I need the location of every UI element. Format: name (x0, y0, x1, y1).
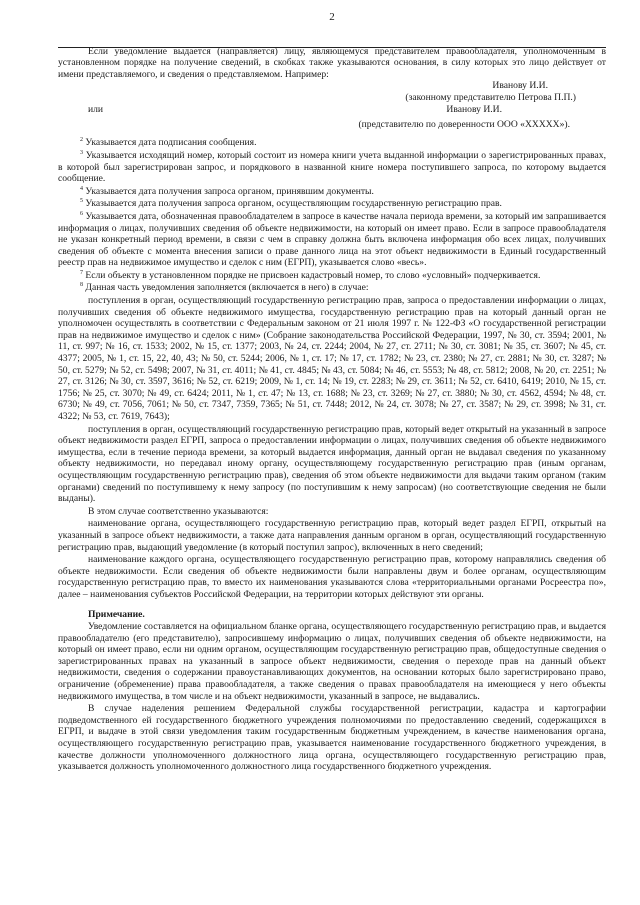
footnote-text: Указывается дата подписания сообщения. (85, 137, 257, 149)
footnote-number: 6 (80, 210, 83, 217)
example-or: или (88, 103, 104, 115)
case-paragraph: поступления в орган, осуществляющий государственную регистрацию прав, запроса о предоставлении информации о лицах, получивших сведения об объекте недвижимого имущества, государственную регистрацию прав на который данный орган не уполномочен осуществлять в соответствии с Федеральным законом от 21 июля 1997 г. № 122-ФЗ «О государственной регистрации прав на недвижимое имущество и сделок с ним» (Собрание законодательства Российской Федерации, 1997, № 30, ст. 3594; 2001, № 11, ст. 997; № 16, ст. 1533; 2002, № 15, ст. 1377; 2003, № 24, ст. 2244; 2004, № 27, ст. 2711; № 30, ст. 3081; № 35, ст. 3607; № 45, ст. 4377; 2005, № 1, ст. 15, 22, 40, 43; № 50, ст. 5244; 2006, № 1, ст. 17; № 17, ст. 1782; № 23, ст. 2380; № 27, ст. 2881; № 30, ст. 3287; № 50, ст. 5279; № 52, ст. 5498; 2007, № 31, ст. 4011; № 41, ст. 4845; № 43, ст. 5084; № 46, ст. 5553; № 48, ст. 5812; 2008, № 20, ст. 2251; № 27, ст. 3126; № 30, ст. 3597, 3616; № 52, ст. 6219; 2009, № 1, ст. 14; № 19, ст. 2283; № 29, ст. 3611; № 52, ст. 6410, 6419; 2010, № 15, ст. 1756; № 25, ст. 3070; № 49, ст. 6424; 2011, № 1, ст. 47; № 13, ст. 1688; № 23, ст. 3269; № 27, ст. 3880; № 30, ст. 4562, 4594; № 48, ст. 6730; № 49, ст. 7056, 7061; № 50, ст. 7347, 7359, 7365; № 51, ст. 7448; 2012, № 24, ст. 3078; № 27, ст. 3587; № 29, ст. 3998; № 31, ст. 4322; № 53, ст. 7619, 7643); (58, 295, 606, 422)
footnote (58, 150, 606, 185)
case-paragraph: поступления в орган, осуществляющий государственную регистрацию прав, который ведет открытый на указанный в запросе объект недвижимости раздел ЕГРП, запроса о предоставлении информации о лицах, получивших сведения об объекте недвижимого имущества, если в течение периода времени, за который выдается информация, данный орган не выдавал сведения по указанному объекту недвижимости, но передавал иному органу, осуществляющему государственную регистрацию прав (иным органам, осуществляющим государственную регистрацию прав), сведения об этом объекте недвижимости для выдачи таким органом (таким органами) сведений по поступившему к нему запросу (по поступившим к нему запросам) (но соответствующие сведения не были выданы). (58, 423, 606, 505)
footnote-number: 5 (80, 198, 83, 205)
footnote-text: Указывается дата получения запроса органом, принявшим документы. (85, 185, 374, 197)
footnote-number: 7 (80, 269, 83, 276)
footnote (58, 198, 606, 210)
example-name: Иванову И.И. (446, 104, 502, 116)
footnote-number: 2 (80, 137, 83, 144)
footnote-number: 3 (80, 149, 83, 156)
footnote-text: Данная часть уведомления заполняется (включается в него) в случае: (85, 282, 369, 294)
intro-paragraph: Если уведомление выдается (направляется) лицу, являющемуся представителем правообладателя, уполномоченным в установленном порядке на получение сведений, в скобках также указываются основания, в силу которых это лицо действует от имени представляемого, и сведения о представляемом. Например: (58, 45, 606, 80)
footnote-text: Если объекту в установленном порядке не присвоен кадастровый номер, то слово «условный» подчеркивается. (85, 269, 541, 281)
case-item: наименование органа, осуществляющего государственную регистрацию прав, который ведет раздел ЕГРП, открытый на указанный в запросе объект недвижимости, а также дата направления данным органом в орган, осуществляющий государственную регистрацию прав, выдающий уведомление (в который поступил запрос), включенных в него сведений; (58, 518, 606, 553)
note-paragraph: Уведомление составляется на официальном бланке органа, осуществляющего государственную регистрацию прав, и выдается правообладателю (его представителю), запросившему информацию о лицах, получивших сведения об объекте недвижимости, на который он имеет право, если ни одним органом, осуществляющим государственную регистрацию прав, общедоступные сведения о зарегистрированных правах на указанный в запросе объект недвижимости, сведения о переходе прав на данный объект недвижимости, сведения о содержании правоустанавливающих документов, на основании которых было зарегистрировано право, ограничение (обременение) права правообладателя, а также сведения о правах правообладателя на имеющиеся у него объекты недвижимого имущества, в том числе и на объект недвижимости, указанный в запросе, не выдавались. (58, 621, 606, 702)
example-basis: (представителю по доверенности ООО «ХХХХХ»). (358, 118, 570, 130)
case-item: наименование каждого органа, осуществляющего государственную регистрацию прав, которому направлялись сведения об объекте недвижимости. Если сведения об объекте недвижимости были направлены двум и более органам, осуществляющим государственную регистрацию прав, то вместо их наименования указываются слова «территориальными органами Росреестра по», далее – наименования субъектов Российской Федерации, на территории которых действуют эти органы. (58, 554, 606, 600)
footnote-text: Указывается дата, обозначенная правообладателем в запросе в качестве начала периода времени, за который им запрашивается информация о лицах, получивших сведения об объекте недвижимости, на который он имеет право. Если в запросе правообладателя не указан конкретный период времени, в связи с чем в справку должна быть включена информация обо всех лицах, получивших сведения об объекте с момента внесения записи о праве данного лица на этот объект недвижимости в Единый государственный реестр прав на недвижимое имущество и сделок с ним (ЕГРП), указывается слово «весь». (58, 210, 606, 269)
note-paragraph: В случае наделения решением Федеральной службы государственной регистрации, кадастра и картографии подведомственного ей государственного бюджетного учреждения полномочиями по предоставлению сведений, содержащихся в ЕГРП, и выдаче в этой связи уведомления таким государственным бюджетным учреждением, в качестве наименования органа, осуществляющего государственную регистрацию прав, указывается наименование государственного бюджетного учреждения, в качестве должности уполномоченного должностного лица органа, осуществляющего государственную регистрацию прав, указывается должность уполномоченного должностного лица государственного бюджетного учреждения. (58, 703, 606, 773)
example-basis: (законному представителю Петрова П.П.) (405, 91, 576, 103)
page-number: 2 (329, 11, 335, 23)
footnote (58, 211, 606, 269)
example-name: Иванову И.И. (492, 80, 548, 92)
note-title: Примечание. (88, 608, 145, 620)
case-heading: В этом случае соответственно указываются: (88, 505, 269, 517)
footnote (58, 270, 606, 282)
footnote (58, 137, 606, 149)
footnote-number: 4 (80, 185, 83, 192)
footnote (58, 186, 606, 198)
footnote-text: Указывается исходящий номер, который состоит из номера книги учета выданной информации о зарегистрированных правах, в которой был зарегистрирован запрос, и порядкового в названной книге номера поступившего запроса, по которому выдается сообщение. (58, 149, 606, 185)
footnote (58, 282, 606, 294)
document-page (58, 12, 606, 773)
footnote-number: 8 (80, 282, 83, 289)
footnote-text: Указывается дата получения запроса органом, осуществляющим государственную регистрацию прав. (85, 198, 502, 210)
